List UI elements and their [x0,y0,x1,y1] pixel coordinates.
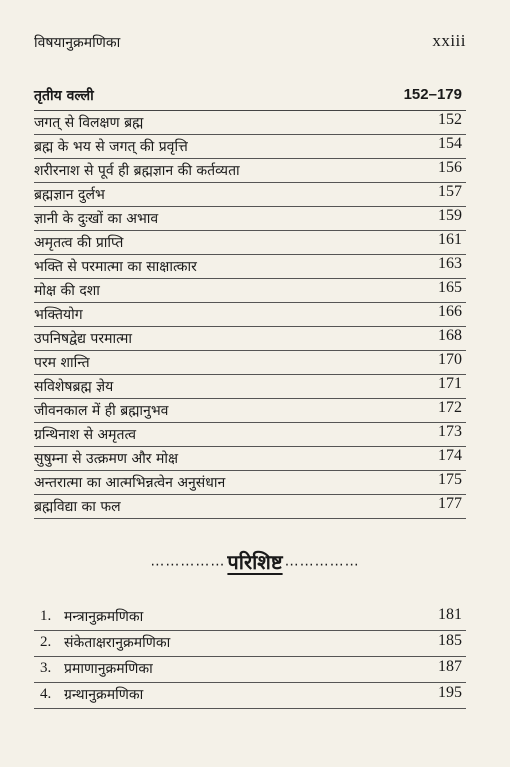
appendix-item-number: 1. [40,608,52,624]
toc-row [34,206,466,231]
toc-title: ज्ञानी के दुःखों का अभाव [34,211,159,227]
appendix-item-page: 187 [438,658,462,675]
toc-title: जगत् से विलक्षण ब्रह्म [34,115,144,131]
appendix-row [34,630,466,657]
toc-page-number: 170 [438,351,462,368]
toc-page-number: 166 [438,303,462,320]
appendix-item-title: प्रमाणानुक्रमणिका [64,661,153,677]
toc-title: ब्रह्मज्ञान दुर्लभ [34,187,105,203]
appendix-row [34,682,466,709]
toc-row [34,182,466,207]
toc-title: परम शान्ति [34,355,90,371]
toc-title: शरीरनाश से पूर्व ही ब्रह्मज्ञान की कर्तव्यता [34,163,240,179]
toc-row [34,422,466,447]
dotted-leader-left: …………… [150,553,226,570]
toc-page-number: 159 [438,207,462,224]
appendix-item-page: 181 [438,606,462,623]
toc-page-number: 154 [438,135,462,152]
toc-page-number: 173 [438,423,462,440]
appendix-row [34,656,466,683]
section-page-range: 152–179 [403,86,462,103]
running-head-page-number: xxiii [432,31,466,50]
toc-page-number: 152 [438,111,462,128]
toc-page-number: 156 [438,159,462,176]
appendix-item-title: ग्रन्थानुक्रमणिका [64,687,144,703]
toc-page-number: 168 [438,327,462,344]
toc-row [34,302,466,327]
toc-page-number: 161 [438,231,462,248]
toc-page-number: 177 [438,495,462,512]
toc-row [34,446,466,471]
toc-title: ग्रन्थिनाश से अमृतत्व [34,427,137,443]
toc-page-number: 165 [438,279,462,296]
toc-page-number: 175 [438,471,462,488]
toc-row [34,110,466,135]
toc-title: जीवनकाल में ही ब्रह्मानुभव [34,403,169,419]
toc-row [34,134,466,159]
appendix-item-page: 195 [438,684,462,701]
appendix-item-title: मन्त्रानुक्रमणिका [64,609,144,625]
toc-page-number: 174 [438,447,462,464]
toc-page-number: 171 [438,375,462,392]
toc-row [34,230,466,255]
appendix-item-number: 4. [40,686,52,702]
appendix-title: परिशिष्ट [227,550,283,574]
toc-page-number: 157 [438,183,462,200]
toc-row [34,398,466,423]
toc-title: भक्तियोग [34,307,83,323]
toc-page-number: 163 [438,255,462,272]
appendix-item-number: 2. [40,634,52,650]
toc-title: मोक्ष की दशा [34,283,100,299]
appendix-heading [0,548,510,575]
toc-row [34,494,466,519]
dotted-leader-right: …………… [284,553,360,570]
toc-title: सुषुम्ना से उत्क्रमण और मोक्ष [34,451,178,467]
toc-row [34,470,466,495]
toc-row [34,326,466,351]
toc-row [34,350,466,375]
toc-title: अमृतत्व की प्राप्ति [34,235,124,251]
toc-title: ब्रह्मविद्या का फल [34,499,121,515]
appendix-row [34,604,466,631]
running-head-title: विषयानुक्रमणिका [34,35,121,51]
toc-row [34,278,466,303]
section-heading [34,86,466,111]
toc-row [34,158,466,183]
toc-title: ब्रह्म के भय से जगत् की प्रवृत्ति [34,139,188,155]
toc-title: भक्ति से परमात्मा का साक्षात्कार [34,259,197,275]
appendix-item-title: संकेताक्षरानुक्रमणिका [64,635,171,651]
toc-title: सविशेषब्रह्म ज्ञेय [34,379,114,395]
toc-title: अन्तरात्मा का आत्मभिन्नत्वेन अनुसंधान [34,475,226,491]
toc-title: उपनिषद्वेद्य परमात्मा [34,331,133,347]
toc-row [34,254,466,279]
section-label: तृतीय वल्ली [34,88,94,104]
appendix-item-page: 185 [438,632,462,649]
toc-row [34,374,466,399]
toc-page-number: 172 [438,399,462,416]
appendix-item-number: 3. [40,660,52,676]
